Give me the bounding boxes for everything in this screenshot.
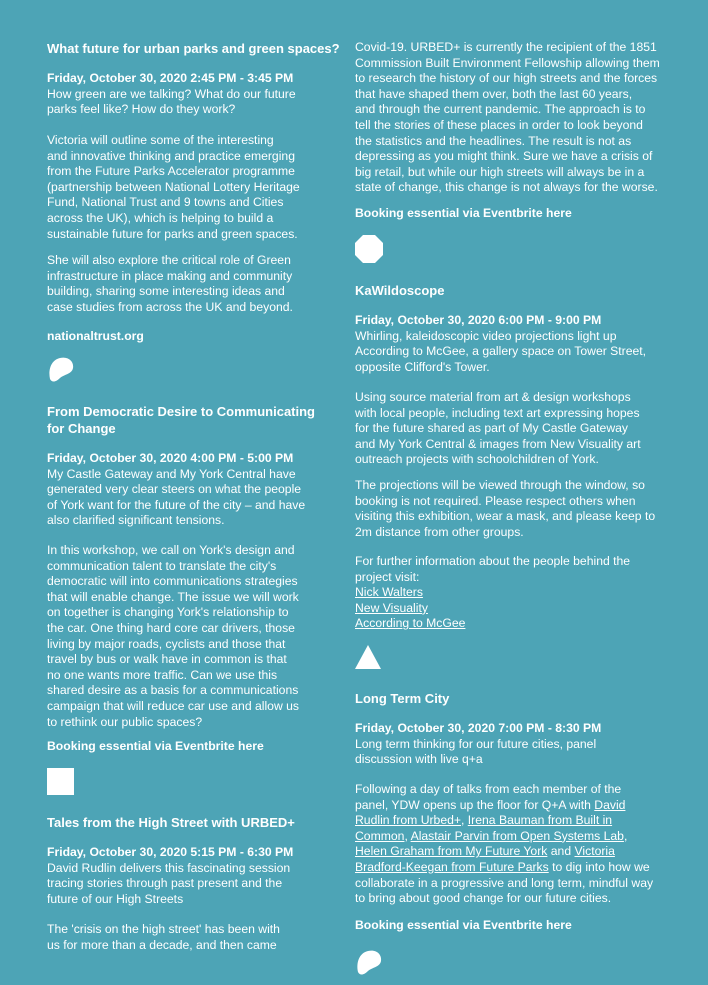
longterm-booking-link[interactable]: Booking essential via Eventbrite here (355, 918, 572, 932)
democratic-title: From Democratic Desire to Communicating for Change (47, 404, 315, 436)
parks-title: What future for urban parks and green spaces? (47, 41, 340, 56)
irena-bauman-link[interactable]: Irena Bauman from Built in (467, 813, 613, 828)
david-rudlin-link-cont[interactable]: Rudlin from Urbed+ (355, 813, 462, 828)
according-to-mcgee-link[interactable]: According to McGee (355, 616, 466, 631)
helen-graham-link[interactable]: Helen Graham from My Future York (355, 844, 548, 859)
kawildoscope-paragraph-1: Using source material from art & design workshops with local people, including text art expressing hopes for the future shared as part of My Castle Gateway and My York Central & images from New Visuality art outreach projects with schoolchildren of York. (355, 390, 641, 467)
square-shape (47, 768, 74, 795)
blob-shape-2 (355, 949, 383, 977)
parks-paragraph-2: She will also explore the critical role of Green infrastructure in place making and community building, sharing some interesting ideas and case studies from across the UK and beyond. (47, 253, 293, 314)
new-visuality-link[interactable]: New Visuality (355, 600, 428, 615)
kawildoscope-paragraph-2: The projections will be viewed through the window, so booking is not required. Please respect others when visiting this exhibition, wear a mask, and please keep to 2m distance from other groups. (355, 478, 656, 539)
tales-title: Tales from the High Street with URBED+ (47, 815, 295, 830)
democratic-paragraph-1: In this workshop, we call on York's design and communication talent to translate the city's democratic will into communications strategies that will enable change. The issue we will work on together is changing York's relationship to the car. One thing hard core car drivers, those living by major roads, cyclists and those that travel by bus or walk have in common is that no one wants more traffic. Can we use this shared desire as a basis for a communications campaign that will reduce car use and allow us to rethink our public spaces? (47, 543, 300, 729)
tales-datetime: Friday, October 30, 2020 5:15 PM - 6:30 PM (47, 845, 294, 859)
parks-datetime: Friday, October 30, 2020 2:45 PM - 3:45 PM (47, 71, 294, 85)
alastair-parvin-link[interactable]: Alastair Parvin from Open Systems Lab (410, 828, 624, 843)
longterm-paragraph-1: Following a day of talks from each member of the panel, YDW opens up the floor for Q+A with David Rudlin from Urbed+, Irena Bauman from Built in Common, Alastair Parvin from Open Systems Lab, Helen Graham from My Future York and Victoria Bradford-Keegan from Future Parks to dig into how we collaborate in a progressive and long term, mindful way to bring about good change for our future cities. (355, 782, 654, 906)
longterm-datetime: Friday, October 30, 2020 7:00 PM - 8:30 PM (355, 721, 602, 735)
blob-shape (47, 356, 75, 384)
kawildoscope-intro: Friday, October 30, 2020 6:00 PM - 9:00 PM Whirling, kaleidoscopic video projections light up According to McGee, a gallery space on Tower Street, opposite Clifford's Tower. (355, 313, 647, 374)
longterm-title: Long Term City (355, 691, 450, 706)
longterm-intro: Friday, October 30, 2020 7:00 PM - 8:30 PM Long term thinking for our future cities, panel discussion with live q+a (355, 721, 602, 767)
kawildoscope-datetime: Friday, October 30, 2020 6:00 PM - 9:00 PM (355, 313, 602, 327)
democratic-intro: Friday, October 30, 2020 4:00 PM - 5:00 PM My Castle Gateway and My York Central have generated very clear steers on what the people of York want for the future of the city – and have also clarified significant tensions. (47, 451, 306, 528)
tales-paragraph-1: The 'crisis on the high street' has been with us for more than a decade, and then came (47, 922, 280, 952)
irena-bauman-link-cont[interactable]: Common (355, 828, 405, 843)
kawildoscope-paragraph-3: For further information about the people behind the project visit: Nick Walters New Visuality According to McGee (355, 554, 631, 631)
parks-paragraph-1: Victoria will outline some of the interesting and innovative thinking and practice emerging from the Future Parks Accelerator programme (partnership between National Lottery Heritage Fund, National Trust and 9 towns and Cities across the UK), which is helping to build a sustainable future for parks and green spaces. (47, 133, 300, 241)
kawildoscope-title: KaWildoscope (355, 283, 445, 298)
parks-intro: Friday, October 30, 2020 2:45 PM - 3:45 PM How green are we talking? What do our future parks feel like? How do they work? (47, 71, 296, 117)
tales-intro: Friday, October 30, 2020 5:15 PM - 6:30 PM David Rudlin delivers this fascinating session tracing stories through past present and the future of our High Streets (47, 845, 294, 906)
tales-booking-link[interactable]: Booking essential via Eventbrite here (355, 206, 572, 220)
democratic-datetime: Friday, October 30, 2020 4:00 PM - 5:00 PM (47, 451, 294, 465)
david-rudlin-link[interactable]: David (594, 797, 626, 812)
nationaltrust-link[interactable]: nationaltrust.org (47, 329, 144, 343)
nick-walters-link[interactable]: Nick Walters (355, 585, 423, 600)
democratic-booking-link[interactable]: Booking essential via Eventbrite here (47, 739, 264, 753)
tales-continued: Covid-19. URBED+ is currently the recipient of the 1851 Commission Built Environment Fellowship allowing them to research the history of our high streets and the forces that have shaped them over, both the last 60 years, and through the current pandemic. The approach is to tell the stories of these places in order to look beyond the statistics and the headlines. The result is not as depressing as you might think. Sure we have a crisis of big retail, but while our high streets will always be in a state of change, this change is not always for the worse. (355, 40, 660, 195)
victoria-bradford-keegan-link-cont[interactable]: Bradford-Keegan from Future Parks (355, 859, 549, 874)
octagon-shape (355, 235, 383, 263)
victoria-bradford-keegan-link[interactable]: Victoria (574, 844, 615, 859)
triangle-shape (355, 645, 381, 669)
